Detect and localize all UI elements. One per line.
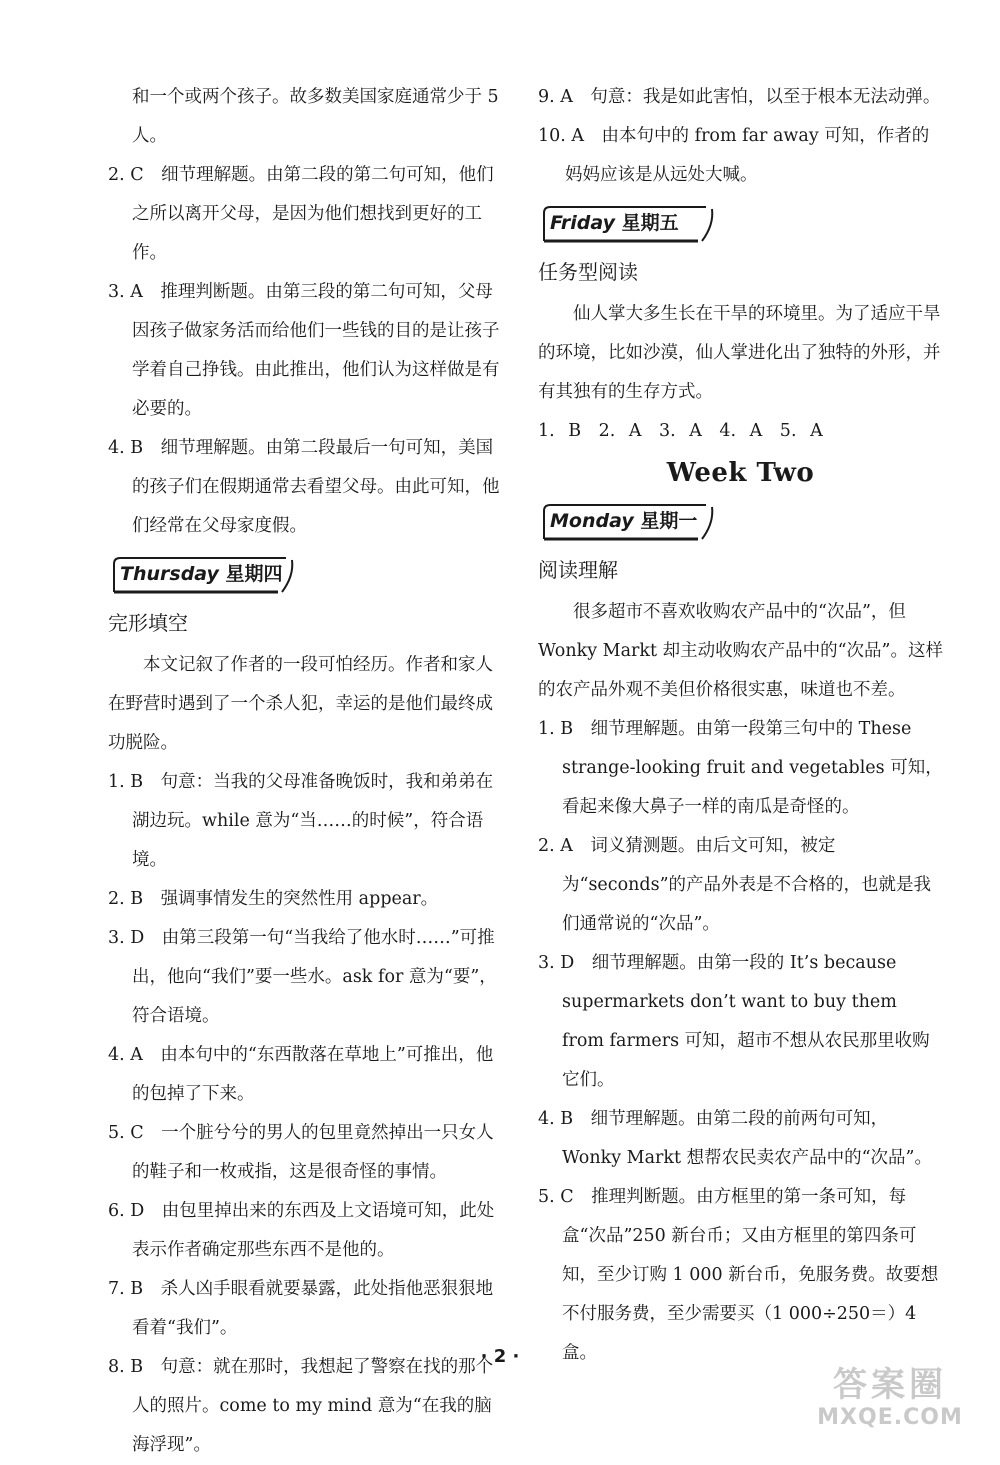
week-heading: Week Two — [666, 458, 815, 488]
answer-item: 4. A 由本句中的“东西散落在草地上”可推出，他的包掉了下来。 — [108, 1045, 494, 1104]
answer-item: 3. A 推理判断题。由第三段的第二句可知，父母因孩子做家务活而给他们一些钱的目的是让孩子学着自己挣钱。由此推出，他们认为这样做是有必要的。 — [108, 282, 500, 419]
section-heading: 完形填空 — [108, 611, 188, 635]
monday-banner — [538, 499, 943, 543]
passage-summary: 本文记叙了作者的一段可怕经历。作者和家人在野营时遇到了一个杀人犯，幸运的是他们最终成功脱险。 — [108, 655, 493, 753]
answer-key-line: 1. B 2. A 3. A 4. A 5. A — [538, 421, 823, 441]
page-number: · 2 · — [480, 1346, 520, 1367]
banner-day-en: Thursday — [120, 563, 219, 585]
watermark-logo — [790, 1365, 990, 1435]
answer-item: 2. A 词义猜测题。由后文可知，被定为“seconds”的产品外表是不合格的，也就是我们通常说的“次品”。 — [538, 836, 932, 934]
banner-day-en: Friday — [550, 212, 615, 234]
section-heading: 任务型阅读 — [538, 260, 638, 284]
answer-item: 3. D 由第三段第一句“当我给了他水时……”可推出，他向“我们”要一些水。ask for 意为“要”，符合语境。 — [108, 928, 497, 1026]
answer-item: 1. B 句意：当我的父母准备晚饭时，我和弟弟在湖边玩。while 意为“当……的时候”，符合语境。 — [108, 772, 494, 870]
answer-item: 1. B 细节理解题。由第一段第三句中的 These strange-looking fruit and vegetables 可知，看起来像大鼻子一样的南瓜是奇怪的。 — [538, 719, 943, 817]
answer-item: 2. B 强调事情发生的突然性用 appear。 — [108, 889, 439, 909]
right-column — [538, 78, 943, 1373]
section-heading: 阅读理解 — [538, 558, 618, 582]
answer-item: 3. D 细节理解题。由第一段的 It’s because supermarkets don’t want to buy them from farmers 可知，超市不想从农民那里收购它们。 — [538, 953, 930, 1090]
continued-answer-text: 和一个或两个孩子。故多数美国家庭通常少于 5 人。 — [132, 87, 499, 146]
answer-item: 4. B 细节理解题。由第二段的前两句可知，Wonky Markt 想帮农民卖农产品中的“次品”。 — [538, 1109, 932, 1168]
answer-item: 5. C 推理判断题。由方框里的第一条可知，每盒“次品”250 新台币；又由方框里的第四条可知，至少订购 1 000 新台币，免服务费。故要想不付服务费，至少需要买（1 000÷250＝）4 盒。 — [538, 1187, 939, 1363]
answer-item: 10. A 由本句中的 from far away 可知，作者的妈妈应该是从远处大喊。 — [538, 126, 930, 185]
banner-day-en: Monday — [550, 510, 634, 532]
answer-item: 4. B 细节理解题。由第二段最后一句可知，美国的孩子们在假期通常去看望父母。由此可知，他们经常在父母家度假。 — [108, 438, 500, 536]
banner-day-zh: 星期五 — [621, 212, 679, 234]
answer-item: 9. A 句意：我是如此害怕，以至于根本无法动弹。 — [538, 87, 941, 107]
watermark-url: MXQE.COM — [817, 1405, 963, 1430]
watermark-text: 答案圈 — [833, 1365, 947, 1405]
answer-item: 6. D 由包里掉出来的东西及上文语境可知，此处表示作者确定那些东西不是他的。 — [108, 1201, 495, 1260]
answer-item: 5. C 一个脏兮兮的男人的包里竟然掉出一只女人的鞋子和一枚戒指，这是很奇怪的事情。 — [108, 1123, 494, 1182]
passage-summary: 仙人掌大多生长在干旱的环境里。为了适应干旱的环境，比如沙漠，仙人掌进化出了独特的外形，并有其独有的生存方式。 — [538, 304, 941, 402]
answer-item: 8. B 句意：就在那时，我想起了警察在找的那个人的照片。come to my mind 意为“在我的脑海浮现”。 — [108, 1357, 494, 1455]
left-column — [108, 78, 508, 1465]
answer-item: 7. B 杀人凶手眼看就要暴露，此处指他恶狠狠地看着“我们”。 — [108, 1279, 494, 1338]
answer-item: 2. C 细节理解题。由第二段的第二句可知，他们之所以离开父母，是因为他们想找到更好的工作。 — [108, 165, 494, 263]
thursday-banner — [108, 552, 508, 596]
passage-summary: 很多超市不喜欢收购农产品中的“次品”，但 Wonky Markt 却主动收购农产品中的“次品”。这样的农产品外观不美但价格很实惠，味道也不差。 — [538, 602, 943, 700]
banner-day-zh: 星期一 — [640, 510, 698, 532]
banner-day-zh: 星期四 — [225, 563, 283, 585]
friday-banner — [538, 201, 943, 245]
